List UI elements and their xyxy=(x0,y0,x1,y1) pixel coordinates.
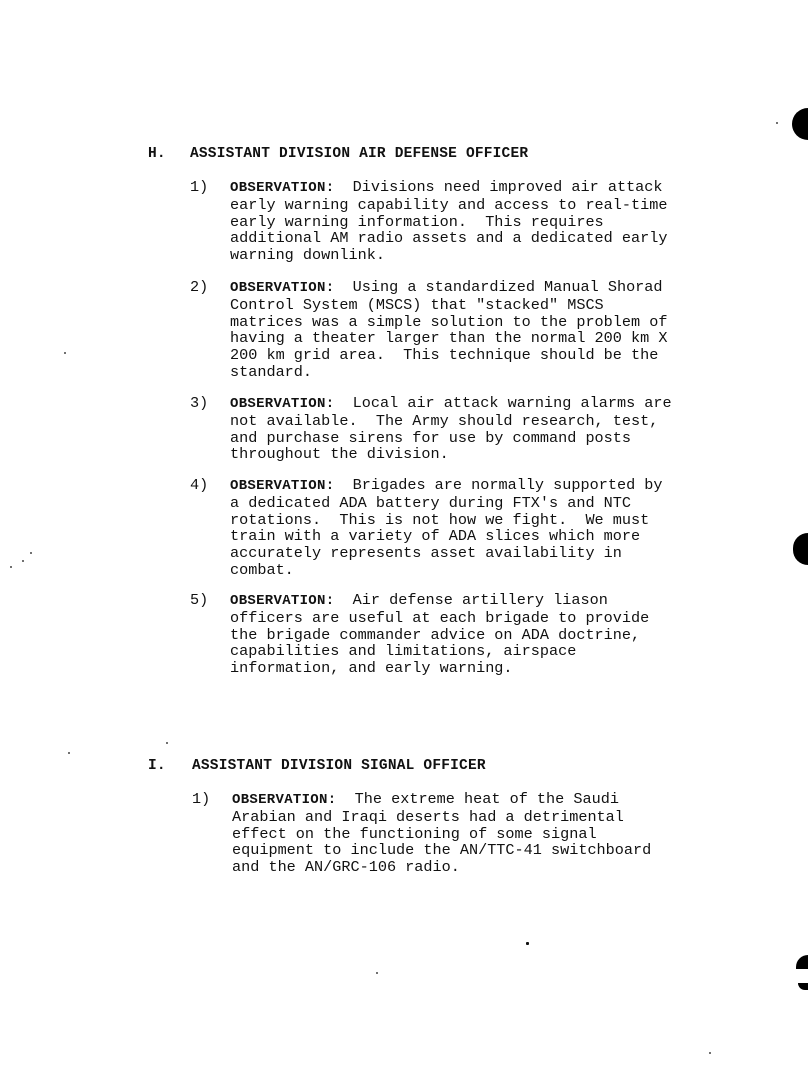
binder-hole-mark xyxy=(798,983,808,990)
observation-line: 200 km grid area. This technique should be the xyxy=(230,346,659,365)
observation-number: 4) xyxy=(190,476,209,494)
scan-speck xyxy=(10,566,12,568)
binder-hole-mark xyxy=(796,955,808,969)
observation-number: 3) xyxy=(190,394,209,412)
observation-line: not available. The Army should research, test, xyxy=(230,411,659,430)
observation-text xyxy=(230,279,750,381)
binder-hole-mark xyxy=(793,533,808,565)
observation-first-line: Divisions need improved air attack xyxy=(334,178,663,196)
observation-number: 1) xyxy=(190,178,209,196)
observation-label: OBSERVATION: xyxy=(230,478,335,494)
observation-line: train with a variety of ADA slices which more xyxy=(230,527,641,546)
scan-speck xyxy=(64,352,66,354)
scan-speck xyxy=(776,122,778,124)
observation-first-line: Using a standardized Manual Shorad xyxy=(334,278,663,296)
scan-speck xyxy=(30,552,32,554)
observation-line: the brigade commander advice on ADA doctrine, xyxy=(230,625,641,644)
scan-speck xyxy=(526,942,529,945)
binder-hole-mark xyxy=(792,108,808,140)
observation-line: combat. xyxy=(230,560,294,579)
observation-label: OBSERVATION: xyxy=(230,280,335,296)
observation-line: effect on the functioning of some signal xyxy=(232,824,597,843)
observation-number: 5) xyxy=(190,591,209,609)
section-letter: H. xyxy=(148,146,166,162)
observation-line: capabilities and limitations, airspace xyxy=(230,642,577,661)
observation-line: warning downlink. xyxy=(230,246,385,265)
observation-text xyxy=(230,592,750,677)
observation-number: 2) xyxy=(190,278,209,296)
observation-line: having a theater larger than the normal 200 km X xyxy=(230,329,668,348)
observation-text xyxy=(230,395,750,463)
observation-line: early warning information. This requires xyxy=(230,212,604,231)
observation-line: and the AN/GRC-106 radio. xyxy=(232,858,460,877)
observation-line: information, and early warning. xyxy=(230,659,513,678)
observation-label: OBSERVATION: xyxy=(232,792,337,808)
observation-label: OBSERVATION: xyxy=(230,396,335,412)
observation-line: rotations. This is not how we fight. We must xyxy=(230,510,650,529)
observation-first-line: Local air attack warning alarms are xyxy=(334,394,672,412)
observation-line: early warning capability and access to real-time xyxy=(230,195,668,214)
observation-first-line: Air defense artillery liason xyxy=(334,591,608,609)
observation-line: officers are useful at each brigade to provide xyxy=(230,608,650,627)
observation-first-line: The extreme heat of the Saudi xyxy=(336,790,619,808)
scan-speck xyxy=(22,560,24,562)
observation-line: accurately represents asset availability in xyxy=(230,544,622,563)
scan-speck xyxy=(166,742,168,744)
scan-speck xyxy=(709,1052,711,1054)
scan-speck xyxy=(68,752,70,754)
observation-line: equipment to include the AN/TTC-41 switchboard xyxy=(232,841,652,860)
scan-speck xyxy=(376,972,378,974)
observation-line: standard. xyxy=(230,362,313,381)
observation-first-line: Brigades are normally supported by xyxy=(334,476,663,494)
observation-text xyxy=(230,477,750,579)
observation-line: Control System (MSCS) that "stacked" MSCS xyxy=(230,295,604,314)
section-title: ASSISTANT DIVISION AIR DEFENSE OFFICER xyxy=(190,146,529,162)
observation-line: additional AM radio assets and a dedicated early xyxy=(230,229,668,248)
observation-line: Arabian and Iraqi deserts had a detrimental xyxy=(232,807,624,826)
observation-number: 1) xyxy=(192,790,211,808)
observation-line: a dedicated ADA battery during FTX's and NTC xyxy=(230,493,632,512)
observation-line: matrices was a simple solution to the problem of xyxy=(230,312,668,331)
observation-label: OBSERVATION: xyxy=(230,180,335,196)
observation-label: OBSERVATION: xyxy=(230,593,335,609)
observation-line: and purchase sirens for use by command posts xyxy=(230,428,632,447)
section-letter: I. xyxy=(148,758,166,774)
observation-text xyxy=(232,791,752,876)
observation-text xyxy=(230,179,750,264)
section-title: ASSISTANT DIVISION SIGNAL OFFICER xyxy=(192,758,486,774)
observation-line: throughout the division. xyxy=(230,445,449,464)
